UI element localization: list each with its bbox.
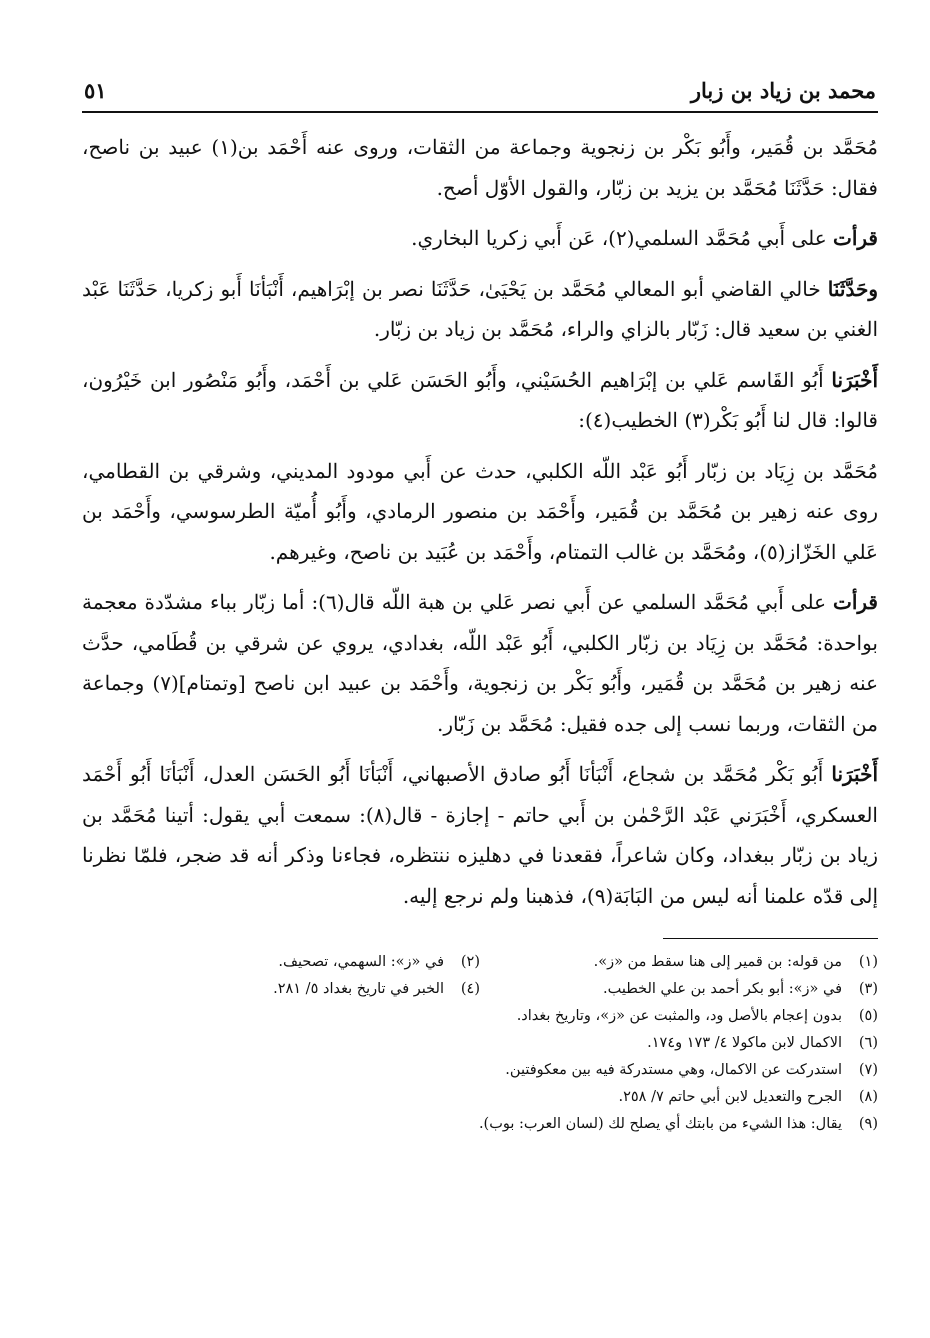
- footnote-8: (٨) الجرح والتعديل لابن أبي حاتم ٧/ ٢٥٨.: [618, 1089, 878, 1105]
- main-text: [82, 127, 878, 916]
- footnote-2: (٢) في «ز»: السهمي، تصحيف.: [278, 954, 480, 970]
- footnote-4: (٤) الخبر في تاريخ بغداد ٥/ ٢٨١.: [273, 981, 480, 997]
- page-header: [82, 78, 878, 111]
- paragraph-4: أَخْبَرَنا أَبُو القَاسم عَلي بن إبْرَاهيم الحُسَيْني، وأَبُو الحَسَن عَلي بن أَحْمَد، وأَبُو مَنْصُور ابن خَيْرُون، قالوا: قال لنا أَبُو بَكْر(٣) الخطيب(٤):: [82, 367, 878, 432]
- paragraph-1: مُحَمَّد بن قُمَير، وأَبُو بَكْر بن زنجوية وجماعة من الثقات، وروى عنه أَحْمَد بن(١) عبيد بن ناصح، فقال: حَدَّثَنَا مُحَمَّد بن يزيد بن زبّار، والقول الأوّل أصح.: [82, 135, 878, 200]
- paragraph-7: أَخْبَرَنا أَبُو بَكْر مُحَمَّد بن شجاع، أَنْبَأنَا أَبُو صادق الأصبهاني، أَنْبَأنَا أَبُو الحَسَن العدل، أَنْبَأنَا أَبُو أَحْمَد العسكري، أَخْبَرَني عَبْد الرَّحْمٰن بن أَبي حاتم - إجازة - قال(٨): سمعت أبي يقول: أتينا مُحَمَّد بن زياد بن زبّار ببغداد، وكان شاعراً، فقعدنا في دهليزه ننتظره، فجاءنا وذكر أنه قد ضجر، فلمّا نظرنا إلى قدّه علمنا أنه ليس من البَابَة(٩)، فذهبنا ولم نرجع إليه.: [82, 762, 878, 908]
- paragraph-2: قرأت على أَبي مُحَمَّد السلمي(٢)، عَن أَبي زكريا البخاري.: [411, 226, 878, 250]
- running-title: محمد بن زياد بن زبار: [690, 78, 876, 103]
- page-number: ٥١: [84, 78, 107, 103]
- footnotes: [82, 949, 878, 1138]
- paragraph-6: قرأت على أَبي مُحَمَّد السلمي عن أَبي نصر عَلي بن هبة اللّه قال(٦): أما زبّار بباء مشدّدة معجمة بواحدة: مُحَمَّد بن زِيَاد بن زبّار الكلبي، أَبُو عَبْد اللّه، بغدادي، يروي عن شرقي بن قُطَامي، حدَّث عنه زهير بن مُحَمَّد بن قُمَير، وأَبُو بَكْر بن زنجوية، وأَحْمَد بن عبيد ابن ناصح [وتمتام](٧) وجماعة من الثقات، وربما نسب إلى جده فقيل: مُحَمَّد بن زَبّار.: [82, 590, 878, 736]
- footnote-row: [82, 976, 878, 1003]
- footnote-1: (١) من قوله: بن قمير إلى هنا سقط من «ز».: [593, 954, 878, 970]
- footnote-rule: [663, 938, 878, 939]
- paragraph-5: مُحَمَّد بن زِيَاد بن زبّار أَبُو عَبْد اللّه الكلبي، حدث عن أَبي مودود المديني، وشرقي بن القطامي، روى عنه زهير بن مُحَمَّد بن قُمَير، وأَحْمَد بن منصور الرمادي، وأَبُو أُميّة الطرسوسي، وأَحْمَد بن عَلي الخَزّاز(٥)، ومُحَمَّد بن غالب التمتام، وأَحْمَد بن عُبَيد بن ناصح، وغيرهم.: [82, 458, 878, 564]
- header-rule: [82, 111, 878, 113]
- footnote-9: (٩) يقال: هذا الشيء من بابتك أي يصلح لك (لسان العرب: بوب).: [478, 1116, 878, 1132]
- footnote-3: (٣) في «ز»: أبو بكر أحمد بن علي الخطيب.: [602, 981, 878, 997]
- footnote-row: [82, 949, 878, 976]
- paragraph-3: وحَدَّثَنَا خالي القاضي أبو المعالي مُحَمَّد بن يَحْيَىٰ، حَدَّثَنَا نصر بن إبْرَاهيم، أَنْبَأنَا أَبو زكريا، حَدَّثَنَا عَبْد الغني بن سعيد قال: زَبّار بالزاي والراء، مُحَمَّد بن زياد بن زبّار.: [82, 276, 878, 341]
- footnote-6: (٦) الاكمال لابن ماكولا ٤/ ١٧٣ و١٧٤.: [647, 1035, 878, 1051]
- footnote-7: (٧) استدركت عن الاكمال، وهي مستدركة فيه بين معكوفتين.: [505, 1062, 878, 1078]
- footnote-5: (٥) بدون إعجام بالأصل ود، والمثبت عن «ز»، وتاريخ بغداد.: [516, 1008, 878, 1024]
